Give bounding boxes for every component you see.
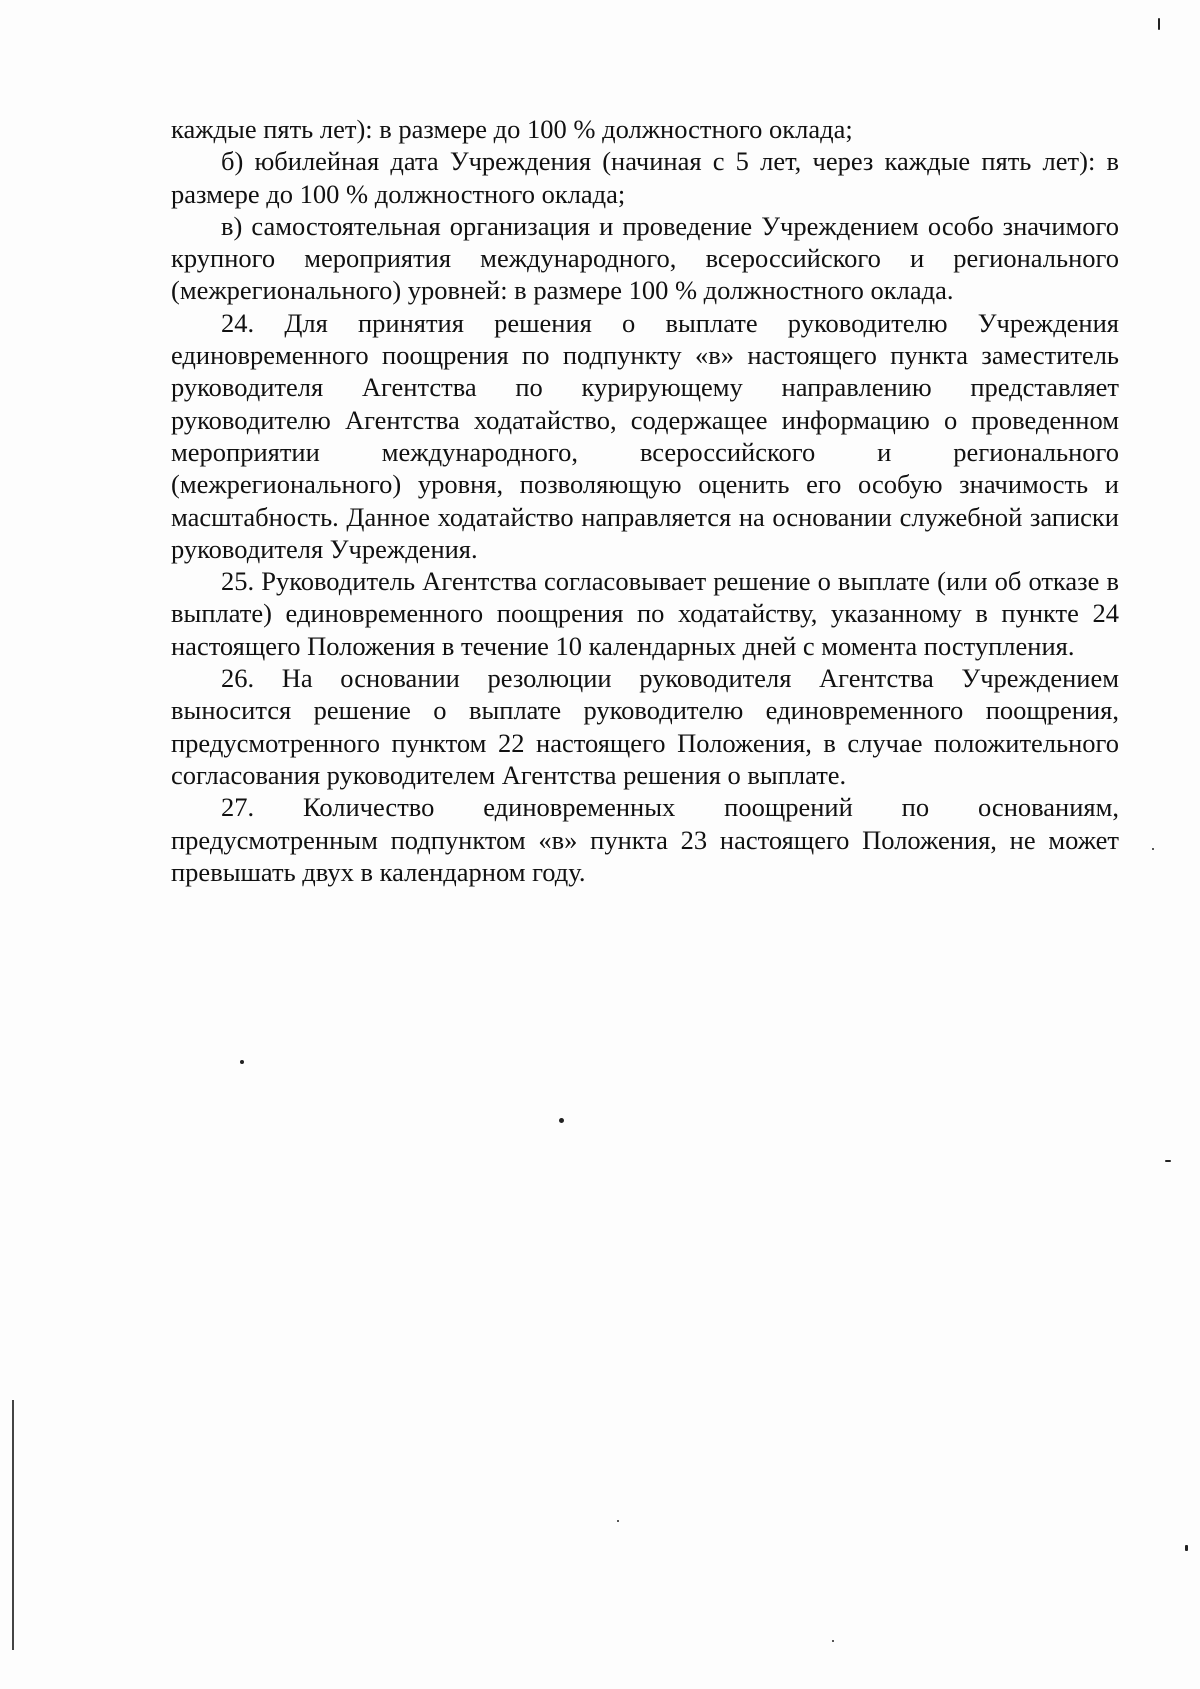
paragraph-27: 27. Количество единовременных поощрений по основаниям, предусмотренным подпунктом «в» пункта 23 настоящего Положения, не может превышать двух в календарном году. xyxy=(171,792,1119,887)
scan-speck xyxy=(1158,18,1160,30)
paragraph-24: 24. Для принятия решения о выплате руководителю Учреждения единовременного поощрения по подпункту «в» настоящего пункта заместитель руководителя Агентства по курирующему направлению представляет руководителю Агентства ходатайство, содержащее информацию о проведенном мероприятии международного, всероссийского и регионального (межрегионального) уровня, позволяющую оценить его особую значимость и масштабность. Данное ходатайство направляется на основании служебной записки руководителя Учреждения. xyxy=(171,307,1119,564)
scan-speck xyxy=(1185,1545,1188,1551)
scan-speck xyxy=(559,1118,564,1123)
scan-edge-line xyxy=(12,1400,14,1650)
paragraph-continuation: каждые пять лет): в размере до 100 % должностного оклада; xyxy=(171,114,853,144)
paragraph-26: 26. На основании резолюции руководителя Агентства Учреждением выносится решение о выплате руководителю единовременного поощрения, предусмотренного пунктом 22 настоящего Положения, в случае положительного согласования руководителем Агентства решения о выплате. xyxy=(171,663,1119,790)
scan-speck xyxy=(1165,1160,1171,1162)
paragraph-item-v: в) самостоятельная организация и проведение Учреждением особо значимого крупного мероприятия международного, всероссийского и регионального (межрегионального) уровней: в размере 100 % должностного оклада. xyxy=(171,210,1119,306)
scan-speck xyxy=(1152,848,1154,850)
scan-speck xyxy=(832,1640,834,1642)
scan-speck xyxy=(240,1060,244,1064)
document-body xyxy=(171,113,1119,888)
scan-speck xyxy=(617,1520,619,1522)
paragraph-item-b: б) юбилейная дата Учреждения (начиная с 5 лет, через каждые пять лет): в размере до 100 % должностного оклада; xyxy=(171,146,1119,209)
paragraph-25: 25. Руководитель Агентства согласовывает решение о выплате (или об отказе в выплате) единовременного поощрения по ходатайству, указанному в пункте 24 настоящего Положения в течение 10 календарных дней с момента поступления. xyxy=(171,566,1119,661)
